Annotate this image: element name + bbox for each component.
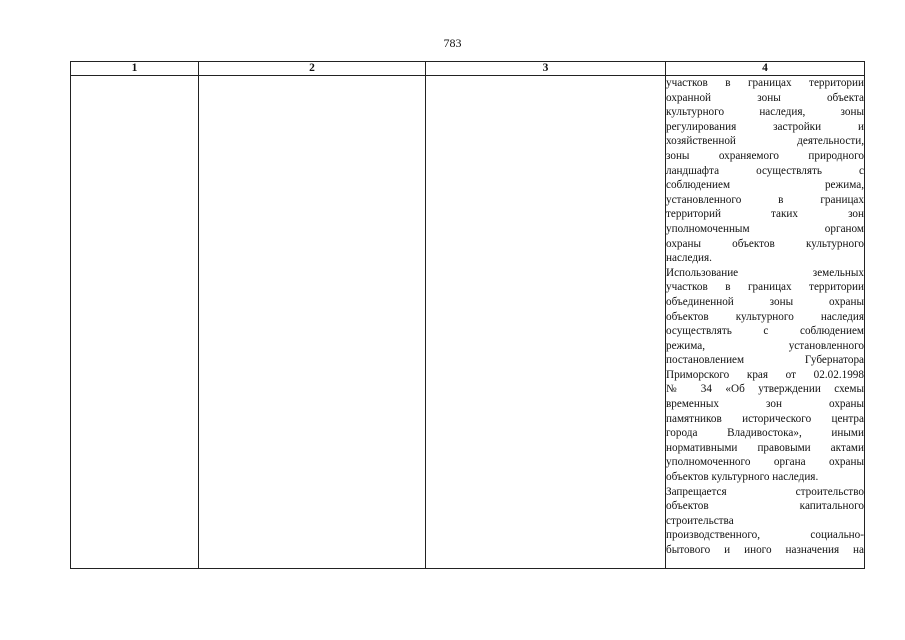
text-line: Запрещается строительство xyxy=(666,485,864,498)
column-header-4: 4 xyxy=(666,62,865,76)
table-header-row xyxy=(71,62,865,76)
text-line: № 34 «Об утверждении схемы xyxy=(666,383,864,396)
text-line: объектов капитального xyxy=(666,500,864,513)
column-header-2: 2 xyxy=(199,62,426,76)
text-line: временных зон охраны xyxy=(666,398,864,411)
text-line: соблюдением режима, xyxy=(666,179,864,192)
page-number: 783 xyxy=(443,36,462,50)
text-line: объектов культурного наследия. xyxy=(666,471,819,484)
text-line: объектов культурного наследия xyxy=(666,310,864,323)
text-line: постановлением Губернатора xyxy=(666,354,864,367)
column4-text xyxy=(666,76,864,558)
text-line: охранной зоны объекта xyxy=(666,91,864,104)
table-cell-col2 xyxy=(199,76,426,569)
column4-paragraph xyxy=(666,485,864,558)
text-line: территорий таких зон xyxy=(666,208,864,221)
text-line: производственного, социально- xyxy=(666,529,864,542)
text-line: уполномоченного органа охраны xyxy=(666,456,864,469)
text-line: строительства xyxy=(666,514,734,527)
text-line: регулирования застройки и xyxy=(666,120,864,133)
text-line: участков в границах территории xyxy=(666,77,864,89)
text-line: объединенной зоны охраны xyxy=(666,295,864,308)
text-line: культурного наследия, зоны xyxy=(666,106,864,119)
text-line: бытового и иного назначения на xyxy=(666,544,864,556)
table-row xyxy=(71,76,865,569)
text-line: охраны объектов культурного xyxy=(666,237,864,250)
column-header-1: 1 xyxy=(71,62,199,76)
text-line: установленного в границах xyxy=(666,193,864,206)
document-table xyxy=(70,61,865,569)
text-line: осуществлять с соблюдением xyxy=(666,325,864,338)
text-line: нормативными правовыми актами xyxy=(666,441,864,454)
table-cell-col3 xyxy=(426,76,666,569)
text-line: уполномоченным органом xyxy=(666,222,864,235)
text-line: памятников исторического центра xyxy=(666,412,864,425)
text-line: города Владивостока», иными xyxy=(666,427,864,440)
table-cell-col4 xyxy=(666,76,865,569)
text-line: зоны охраняемого природного xyxy=(666,149,864,162)
text-line: участков в границах территории xyxy=(666,281,864,294)
column4-paragraph xyxy=(666,266,864,485)
table-cell-col1 xyxy=(71,76,199,569)
text-line: Использование земельных xyxy=(666,266,864,279)
text-line: ландшафта осуществлять с xyxy=(666,164,864,177)
text-line: режима, установленного xyxy=(666,339,864,352)
text-line: хозяйственной деятельности, xyxy=(666,135,864,148)
column-header-3: 3 xyxy=(426,62,666,76)
text-line: Приморского края от 02.02.1998 xyxy=(666,368,864,381)
text-line: наследия. xyxy=(666,252,712,265)
column4-paragraph xyxy=(666,76,864,266)
